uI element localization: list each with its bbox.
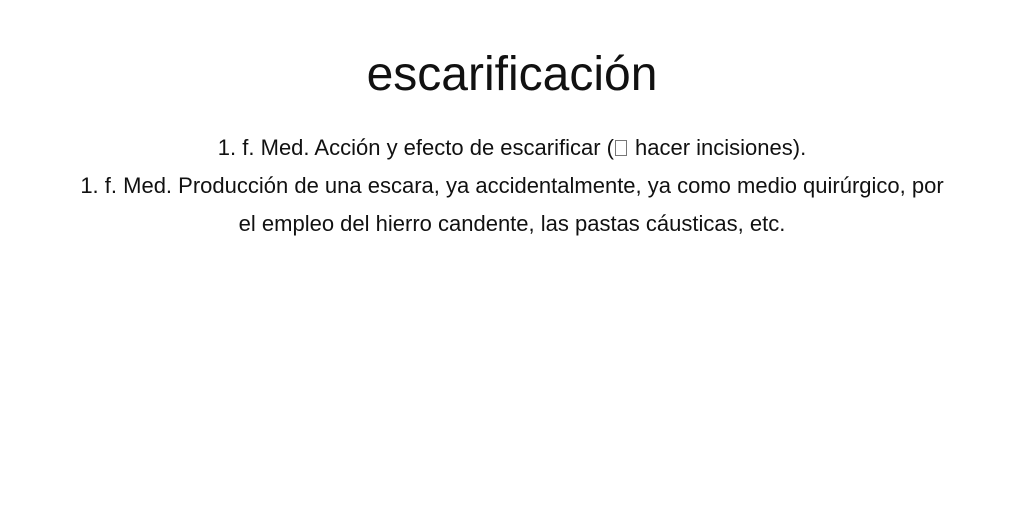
definition-item-1: [72, 129, 952, 167]
definition-number: 1.: [217, 135, 237, 160]
definition-text-after-symbol: hacer incisiones).: [635, 135, 807, 160]
definition-number: 1.: [80, 173, 99, 198]
definition-item-2: [72, 167, 952, 243]
entry-headword: escarificación: [366, 48, 658, 101]
missing-glyph-icon: [615, 140, 627, 156]
definition-text: f. Med. Producción de una escara, ya accidentalmente, ya como medio quirúrgico, por el empleo del hierro candente, las pastas cáusticas, etc.: [104, 173, 944, 236]
definition-list: [72, 129, 952, 243]
definition-text-before-symbol: f. Med. Acción y efecto de escarificar (: [242, 135, 614, 160]
